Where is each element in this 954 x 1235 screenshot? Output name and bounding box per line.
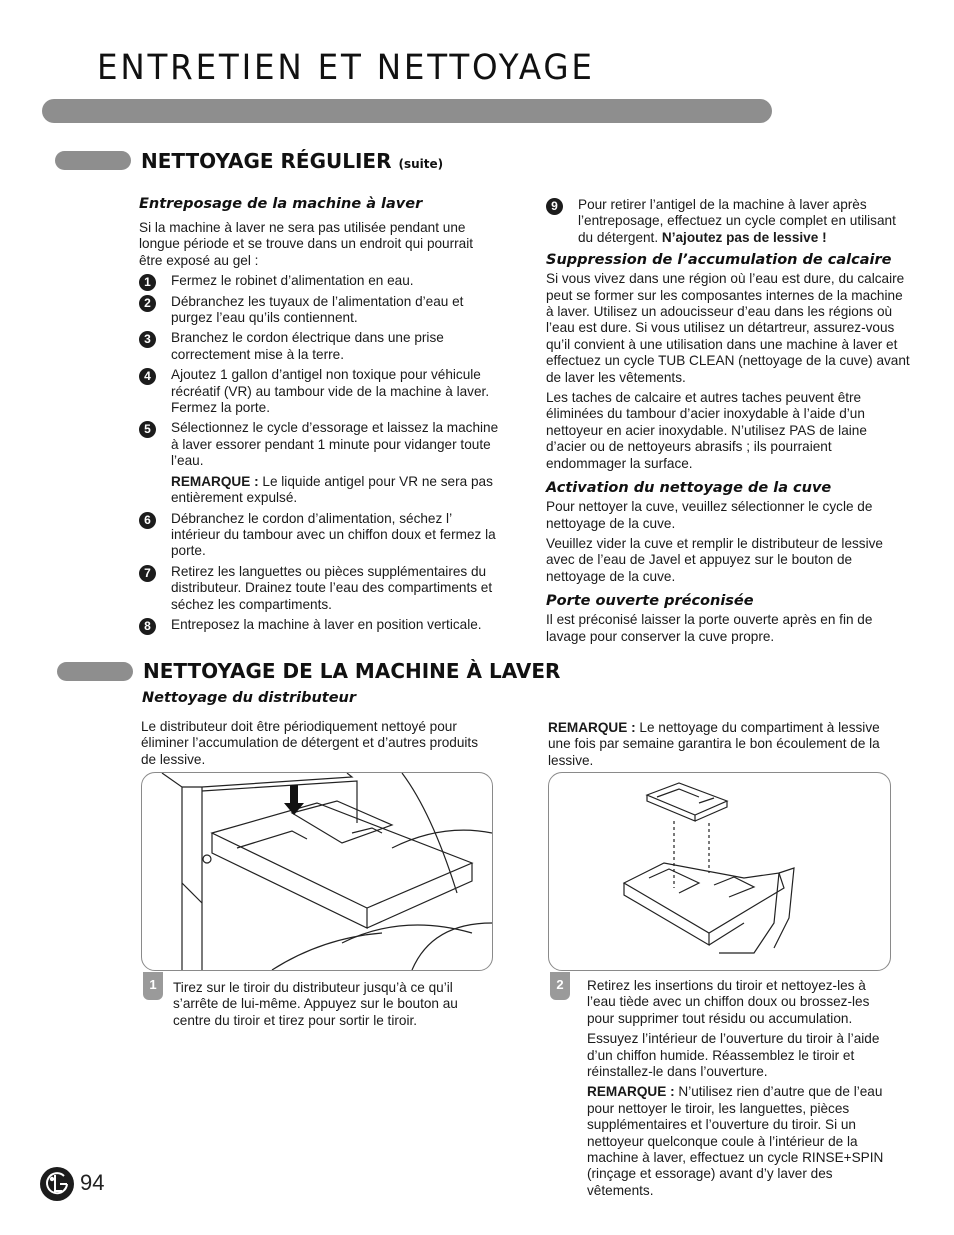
section-heading-text: NETTOYAGE RÉGULIER bbox=[141, 149, 392, 173]
figure-2-caption bbox=[587, 978, 897, 1199]
section-heading-suffix: (suite) bbox=[398, 157, 444, 171]
dispenser-drawer-illustration bbox=[141, 772, 493, 971]
dispenser-subtitle: Nettoyage du distributeur bbox=[142, 690, 357, 706]
door-paragraph: Il est préconisé laisser la porte ouverte après en fin de lavage pour conserver la cuve propre. bbox=[546, 612, 873, 644]
list-item bbox=[139, 330, 499, 363]
note-label: REMARQUE : bbox=[171, 473, 259, 489]
storage-block bbox=[139, 196, 499, 637]
storage-title: Entreposage de la machine à laver bbox=[139, 196, 423, 212]
step-text: Sélectionnez le cycle d’essorage et laissez la machine à laver essorer pendant 1 minute pour vidanger toute l’eau. bbox=[171, 420, 499, 469]
list-item bbox=[139, 367, 499, 416]
list-item bbox=[139, 420, 499, 469]
figure-number-1: 1 bbox=[143, 972, 163, 1000]
list-item bbox=[139, 617, 499, 633]
note-text: Le liquide antigel pour VR ne sera pas entièrement expulsé. bbox=[171, 473, 493, 506]
step-bold-text: N’ajoutez pas de lessive ! bbox=[661, 229, 827, 245]
right-column bbox=[546, 197, 910, 645]
section-marker bbox=[55, 151, 131, 170]
figure-1-caption: Tirez sur le tiroir du distributeur jusqu’à ce qu’il s’arrête de lui-même. Appuyez sur le bouton au centre du tiroir et tirez pour sortir le tiroir. bbox=[173, 980, 458, 1028]
drawer-inserts-drawing bbox=[549, 773, 890, 970]
tubclean-paragraph-1: Pour nettoyer la cuve, veuillez sélectionner le cycle de nettoyage de la cuve. bbox=[546, 499, 873, 531]
step-number: 4 bbox=[139, 368, 156, 385]
limescale-paragraph-2: Les taches de calcaire et autres taches peuvent être éliminées du tambour d’acier inoxydable à l’aide d’un nettoyeur en acier inoxydable. N’utilisez PAS de laine d’acier ou de nettoyeurs abrasifs ; ils pourraient endommager la surface. bbox=[546, 390, 867, 471]
tubclean-title: Activation du nettoyage de la cuve bbox=[546, 480, 832, 497]
dispenser-intro: Le distributeur doit être périodiquement nettoyé pour éliminer l’accumulation de détergent et d’autres produits de lessive. bbox=[141, 719, 479, 767]
door-title: Porte ouverte préconisée bbox=[546, 593, 754, 610]
storage-steps bbox=[139, 273, 499, 469]
note-text: Le nettoyage du compartiment à lessive une fois par semaine garantira le bon écoulement de la lessive. bbox=[548, 720, 880, 768]
figure-2-paragraph-2: Essuyez l’intérieur de l’ouverture du tiroir à l’aide d’un chiffon humide. Réassemblez le tiroir et réinstallez-le dans l’ouverture. bbox=[587, 1031, 880, 1080]
step-number: 5 bbox=[139, 421, 156, 438]
step-text: Branchez le cordon électrique dans une prise correctement mise à la terre. bbox=[171, 330, 444, 362]
step-number: 9 bbox=[546, 198, 563, 215]
figure-number-2: 2 bbox=[550, 972, 570, 1000]
list-item bbox=[139, 511, 499, 560]
step-number: 1 bbox=[139, 274, 156, 291]
storage-steps-continued bbox=[139, 511, 499, 634]
step-text: Pour retirer l’antigel de la machine à laver après l’entreposage, effectuez un cycle complet en utilisant du détergent. bbox=[578, 197, 896, 245]
tubclean-paragraph-2: Veuillez vider la cuve et remplir le distributeur de lessive avec de l’eau de Javel et appuyez sur le bouton de nettoyage de la cuve. bbox=[546, 535, 883, 584]
step-number: 7 bbox=[139, 565, 156, 582]
note-label: REMARQUE : bbox=[587, 1084, 675, 1100]
step-text: Débranchez les tuyaux de l’alimentation d’eau et purgez l’eau qu’ils contiennent. bbox=[171, 293, 464, 326]
note-text: N’utilisez rien d’autre que de l’eau pour nettoyer le tiroir, les languettes, pièces supplémentaires et l’ouverture du tiroir. Si un nettoyeur quelconque coule à l’intérieur de la machine à laver, effectuez un cycle RINSE+SPIN (rinçage et essorage) avant d’y laver des vêtements. bbox=[587, 1084, 884, 1198]
title-bar bbox=[42, 99, 772, 123]
page-title: ENTRETIEN ET NETTOYAGE bbox=[97, 48, 595, 88]
step-text: Ajoutez 1 gallon d’antigel non toxique pour véhicule récréatif (VR) au tambour vide de la machine à laver. Fermez la porte. bbox=[171, 367, 490, 416]
lg-logo-icon bbox=[40, 1167, 74, 1201]
note-label: REMARQUE : bbox=[548, 720, 636, 735]
limescale-paragraph-1: Si vous vivez dans une région où l’eau est dure, du calcaire peut se former sur les composantes internes de la machine à laver. Utilisez un adoucisseur d’eau dans les régions où l’eau est dure. Si vous utilisez un détartreur, assurez-vous qu’il convient à une utilisation dans une machine à laver et effectuez un cycle TUB CLEAN (nettoyage de la cuve) avant de laver les vêtements. bbox=[546, 271, 910, 385]
limescale-title: Suppression de l’accumulation de calcaire bbox=[546, 252, 892, 269]
storage-note bbox=[171, 474, 499, 507]
step-text: Entreposez la machine à laver en position verticale. bbox=[171, 616, 482, 632]
section-marker bbox=[57, 662, 133, 681]
step-9 bbox=[546, 197, 910, 246]
list-item bbox=[139, 564, 499, 613]
step-text: Fermez le robinet d’alimentation en eau. bbox=[171, 273, 414, 289]
figure-2-paragraph-1: Retirez les insertions du tiroir et nettoyez-les à l’eau tiède avec un chiffon doux ou brossez-les pour supprimer tout résidu ou accumulation. bbox=[587, 978, 870, 1026]
step-number: 3 bbox=[139, 331, 156, 348]
list-item bbox=[139, 273, 499, 289]
page-number: 94 bbox=[80, 1170, 105, 1195]
section-heading-regular-cleaning bbox=[141, 149, 443, 173]
step-number: 6 bbox=[139, 512, 156, 529]
figure-2-note bbox=[587, 1084, 897, 1199]
step-text: Retirez les languettes ou pièces supplémentaires du distributeur. Drainez toute l’eau des compartiments et séchez les compartiments. bbox=[171, 563, 493, 612]
storage-intro: Si la machine à laver ne sera pas utilisée pendant une longue période et se trouve dans un endroit qui pourrait être exposé au gel : bbox=[139, 220, 474, 268]
step-number: 2 bbox=[139, 295, 156, 312]
step-number: 8 bbox=[139, 618, 156, 635]
drawer-pull-drawing bbox=[142, 773, 492, 970]
step-text: Débranchez le cordon d’alimentation, séchez l’ intérieur du tambour avec un chiffon doux et fermez la porte. bbox=[171, 510, 496, 559]
section-heading-washer-cleaning: NETTOYAGE DE LA MACHINE À LAVER bbox=[143, 659, 561, 683]
drawer-inserts-illustration bbox=[548, 772, 891, 971]
list-item bbox=[139, 294, 499, 327]
dispenser-note bbox=[548, 720, 906, 769]
